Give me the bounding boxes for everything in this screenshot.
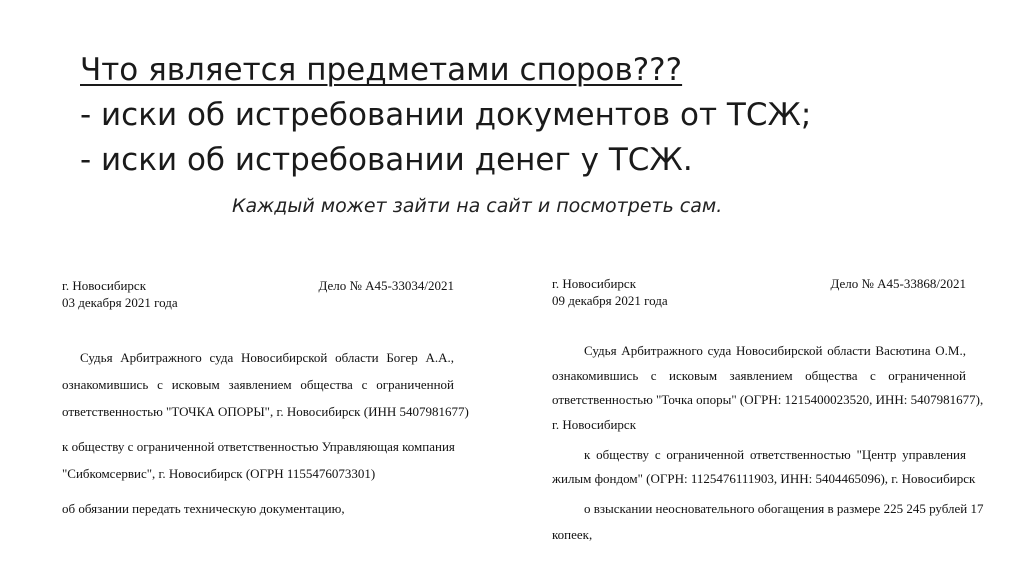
doc-right-line: Судья Арбитражного суда Новосибирской области Васютина О.М., bbox=[584, 343, 966, 358]
title-heading: Что является предметами споров??? bbox=[80, 52, 683, 88]
doc-left-city: г. Новосибирск bbox=[62, 278, 147, 293]
title-item-documents: - иски об истребовании документов от ТСЖ; bbox=[80, 97, 812, 133]
court-document-left bbox=[62, 278, 469, 528]
doc-left-date: 03 декабря 2021 года bbox=[62, 295, 178, 310]
doc-left-line: ответственностью "ТОЧКА ОПОРЫ", г. Новосибирск (ИНН 5407981677) bbox=[62, 404, 469, 419]
subtitle: Каждый может зайти на сайт и посмотреть сам. bbox=[232, 195, 723, 217]
doc-right-line: жилым фондом" (ОГРН: 1125476111903, ИНН: 5404465096), г. Новосибирск bbox=[552, 471, 976, 486]
doc-left-case-number: Дело № А45-33034/2021 bbox=[318, 278, 454, 293]
court-document-right bbox=[552, 276, 984, 566]
doc-right-case-number: Дело № А45-33868/2021 bbox=[830, 276, 966, 291]
title-item-money: - иски об истребовании денег у ТСЖ. bbox=[80, 142, 693, 178]
doc-right-line: к обществу с ограниченной ответственностью "Центр управления bbox=[584, 447, 966, 462]
doc-right-line: ознакомившись с исковым заявлением общества с ограниченной bbox=[552, 368, 966, 383]
doc-left-line: Судья Арбитражного суда Новосибирской области Богер А.А., bbox=[80, 350, 454, 365]
doc-right-date: 09 декабря 2021 года bbox=[552, 293, 668, 308]
doc-right-line: ответственностью "Точка опоры" (ОГРН: 1215400023520, ИНН: 5407981677), bbox=[552, 392, 984, 407]
doc-right-line: г. Новосибирск bbox=[552, 417, 637, 432]
doc-left-line: к обществу с ограниченной ответственностью Управляющая компания bbox=[62, 439, 455, 454]
doc-right-line: копеек, bbox=[552, 527, 593, 542]
doc-right-city: г. Новосибирск bbox=[552, 276, 637, 291]
slide-title bbox=[80, 48, 980, 183]
doc-right-line: о взыскании неосновательного обогащения в размере 225 245 рублей 17 bbox=[584, 501, 984, 516]
doc-left-line: ознакомившись с исковым заявлением общества с ограниченной bbox=[62, 377, 454, 392]
doc-left-line: об обязании передать техническую документацию, bbox=[62, 501, 345, 516]
doc-left-line: "Сибкомсервис", г. Новосибирск (ОГРН 1155476073301) bbox=[62, 466, 376, 481]
